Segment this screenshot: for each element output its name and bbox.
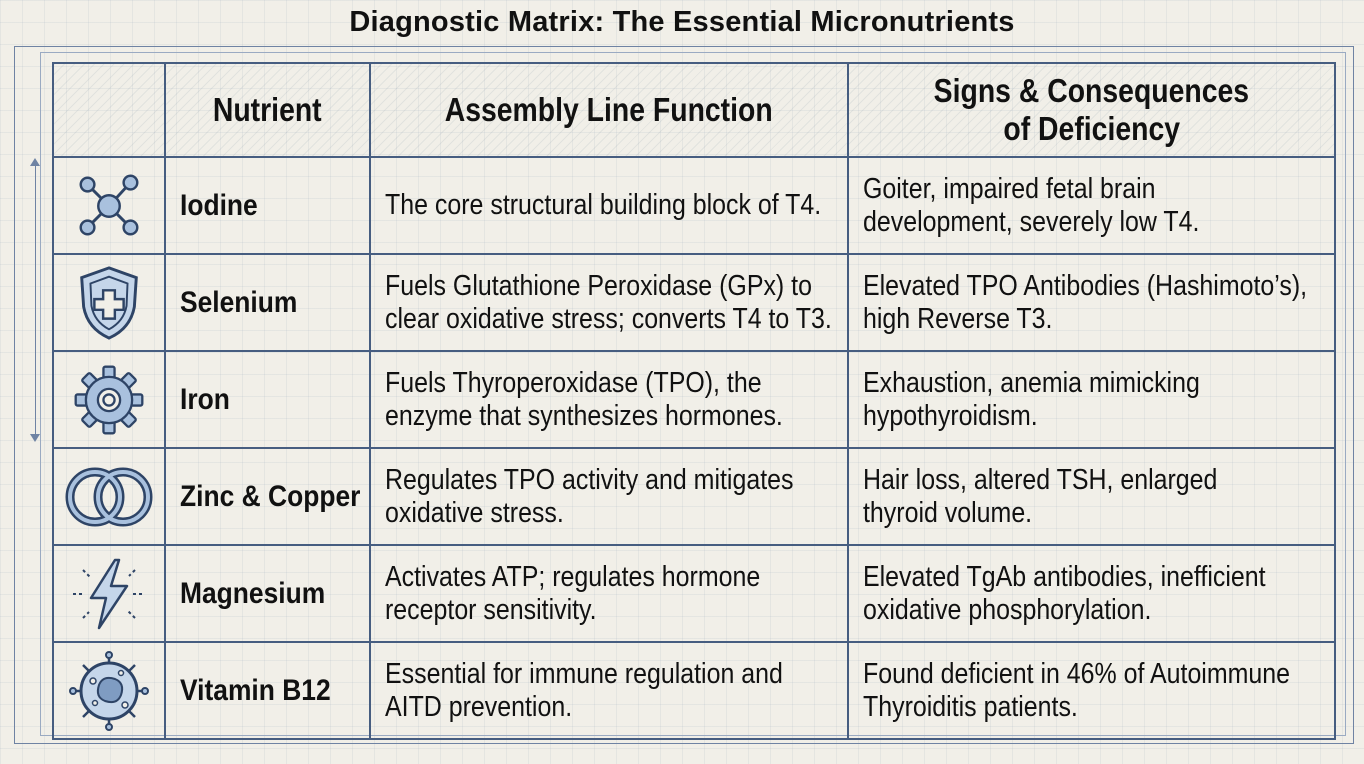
header-signs xyxy=(848,63,1335,157)
signs-cell xyxy=(848,254,1335,351)
signs-cell xyxy=(848,642,1335,739)
page-title: Diagnostic Matrix: The Essential Micronutrients xyxy=(349,6,1015,38)
nutrient-name-cell xyxy=(165,157,370,254)
function-text-line: Fuels Thyroperoxidase (TPO), the xyxy=(385,366,762,399)
header-icon-column xyxy=(53,63,165,157)
function-text-line: The core structural building block of T4. xyxy=(385,189,822,221)
nutrient-name: Selenium xyxy=(180,285,298,319)
nutrient-name: Iodine xyxy=(180,188,258,222)
gear-icon xyxy=(72,363,146,437)
signs-text-line: Elevated TPO Antibodies (Hashimoto’s), xyxy=(863,269,1308,302)
function-text-line: enzyme that synthesizes hormones. xyxy=(385,399,783,432)
function-text-line: AITD prevention. xyxy=(385,690,573,723)
nutrient-name-cell xyxy=(165,448,370,545)
table-row xyxy=(53,448,1335,545)
signs-text-line: development, severely low T4. xyxy=(863,205,1200,238)
function-text-line: Regulates TPO activity and mitigates xyxy=(385,463,794,496)
header-nutrient-label: Nutrient xyxy=(213,91,322,128)
table-row xyxy=(53,545,1335,642)
header-function-label: Assembly Line Function xyxy=(444,91,773,128)
icon-cell xyxy=(53,254,165,351)
nutrient-name-cell xyxy=(165,545,370,642)
signs-text-line: high Reverse T3. xyxy=(863,302,1053,335)
dimension-arrow-down-icon xyxy=(30,434,40,442)
signs-cell xyxy=(848,448,1335,545)
header-signs-label-line1: Signs & Consequences xyxy=(933,72,1250,109)
signs-text-line: hypothyroidism. xyxy=(863,399,1038,432)
function-cell xyxy=(370,351,848,448)
nutrient-name-cell xyxy=(165,254,370,351)
table-row xyxy=(53,351,1335,448)
dimension-line xyxy=(35,160,36,440)
function-text-line: receptor sensitivity. xyxy=(385,593,597,626)
icon-cell xyxy=(53,351,165,448)
signs-cell xyxy=(848,157,1335,254)
table-row xyxy=(53,642,1335,739)
icon-cell xyxy=(53,545,165,642)
signs-text-line: Found deficient in 46% of Autoimmune xyxy=(863,657,1291,690)
table-row xyxy=(53,254,1335,351)
header-nutrient xyxy=(165,63,370,157)
nutrient-name: Zinc & Copper xyxy=(180,479,361,513)
nutrient-matrix-table xyxy=(52,62,1336,740)
header-row xyxy=(53,63,1335,157)
signs-text-line: Exhaustion, anemia mimicking xyxy=(863,366,1200,399)
signs-cell xyxy=(848,351,1335,448)
nutrient-name: Iron xyxy=(180,382,230,416)
molecule-icon xyxy=(70,167,148,245)
signs-text-line: Elevated TgAb antibodies, inefficient xyxy=(863,560,1266,593)
nutrient-name: Vitamin B12 xyxy=(180,673,331,707)
table-row xyxy=(53,157,1335,254)
icon-cell xyxy=(53,642,165,739)
function-text-line: Essential for immune regulation and xyxy=(385,657,783,690)
immune-cell-icon xyxy=(69,651,149,731)
signs-cell xyxy=(848,545,1335,642)
function-cell xyxy=(370,448,848,545)
nutrient-name: Magnesium xyxy=(180,576,326,610)
nutrient-name-cell xyxy=(165,351,370,448)
signs-text-line: thyroid volume. xyxy=(863,496,1033,529)
interlocking-rings-icon xyxy=(64,465,154,529)
function-cell xyxy=(370,642,848,739)
signs-text-line: Thyroiditis patients. xyxy=(863,690,1078,723)
signs-text-line: Hair loss, altered TSH, enlarged xyxy=(863,463,1218,496)
function-text-line: Fuels Glutathione Peroxidase (GPx) to xyxy=(385,269,812,302)
signs-text-line: oxidative phosphorylation. xyxy=(863,593,1152,626)
function-cell xyxy=(370,157,848,254)
shield-cross-icon xyxy=(74,264,144,342)
signs-text-line: Goiter, impaired fetal brain xyxy=(863,172,1156,205)
function-text-line: oxidative stress. xyxy=(385,496,564,529)
icon-cell xyxy=(53,448,165,545)
function-cell xyxy=(370,254,848,351)
header-function xyxy=(370,63,848,157)
nutrient-name-cell xyxy=(165,642,370,739)
function-text-line: clear oxidative stress; converts T4 to T3. xyxy=(385,302,832,335)
function-text-line: Activates ATP; regulates hormone xyxy=(385,560,761,593)
function-cell xyxy=(370,545,848,642)
header-signs-label-line2: of Deficiency xyxy=(1003,110,1180,147)
dimension-arrow-up-icon xyxy=(30,158,40,166)
lightning-bolt-icon xyxy=(69,554,149,634)
icon-cell xyxy=(53,157,165,254)
